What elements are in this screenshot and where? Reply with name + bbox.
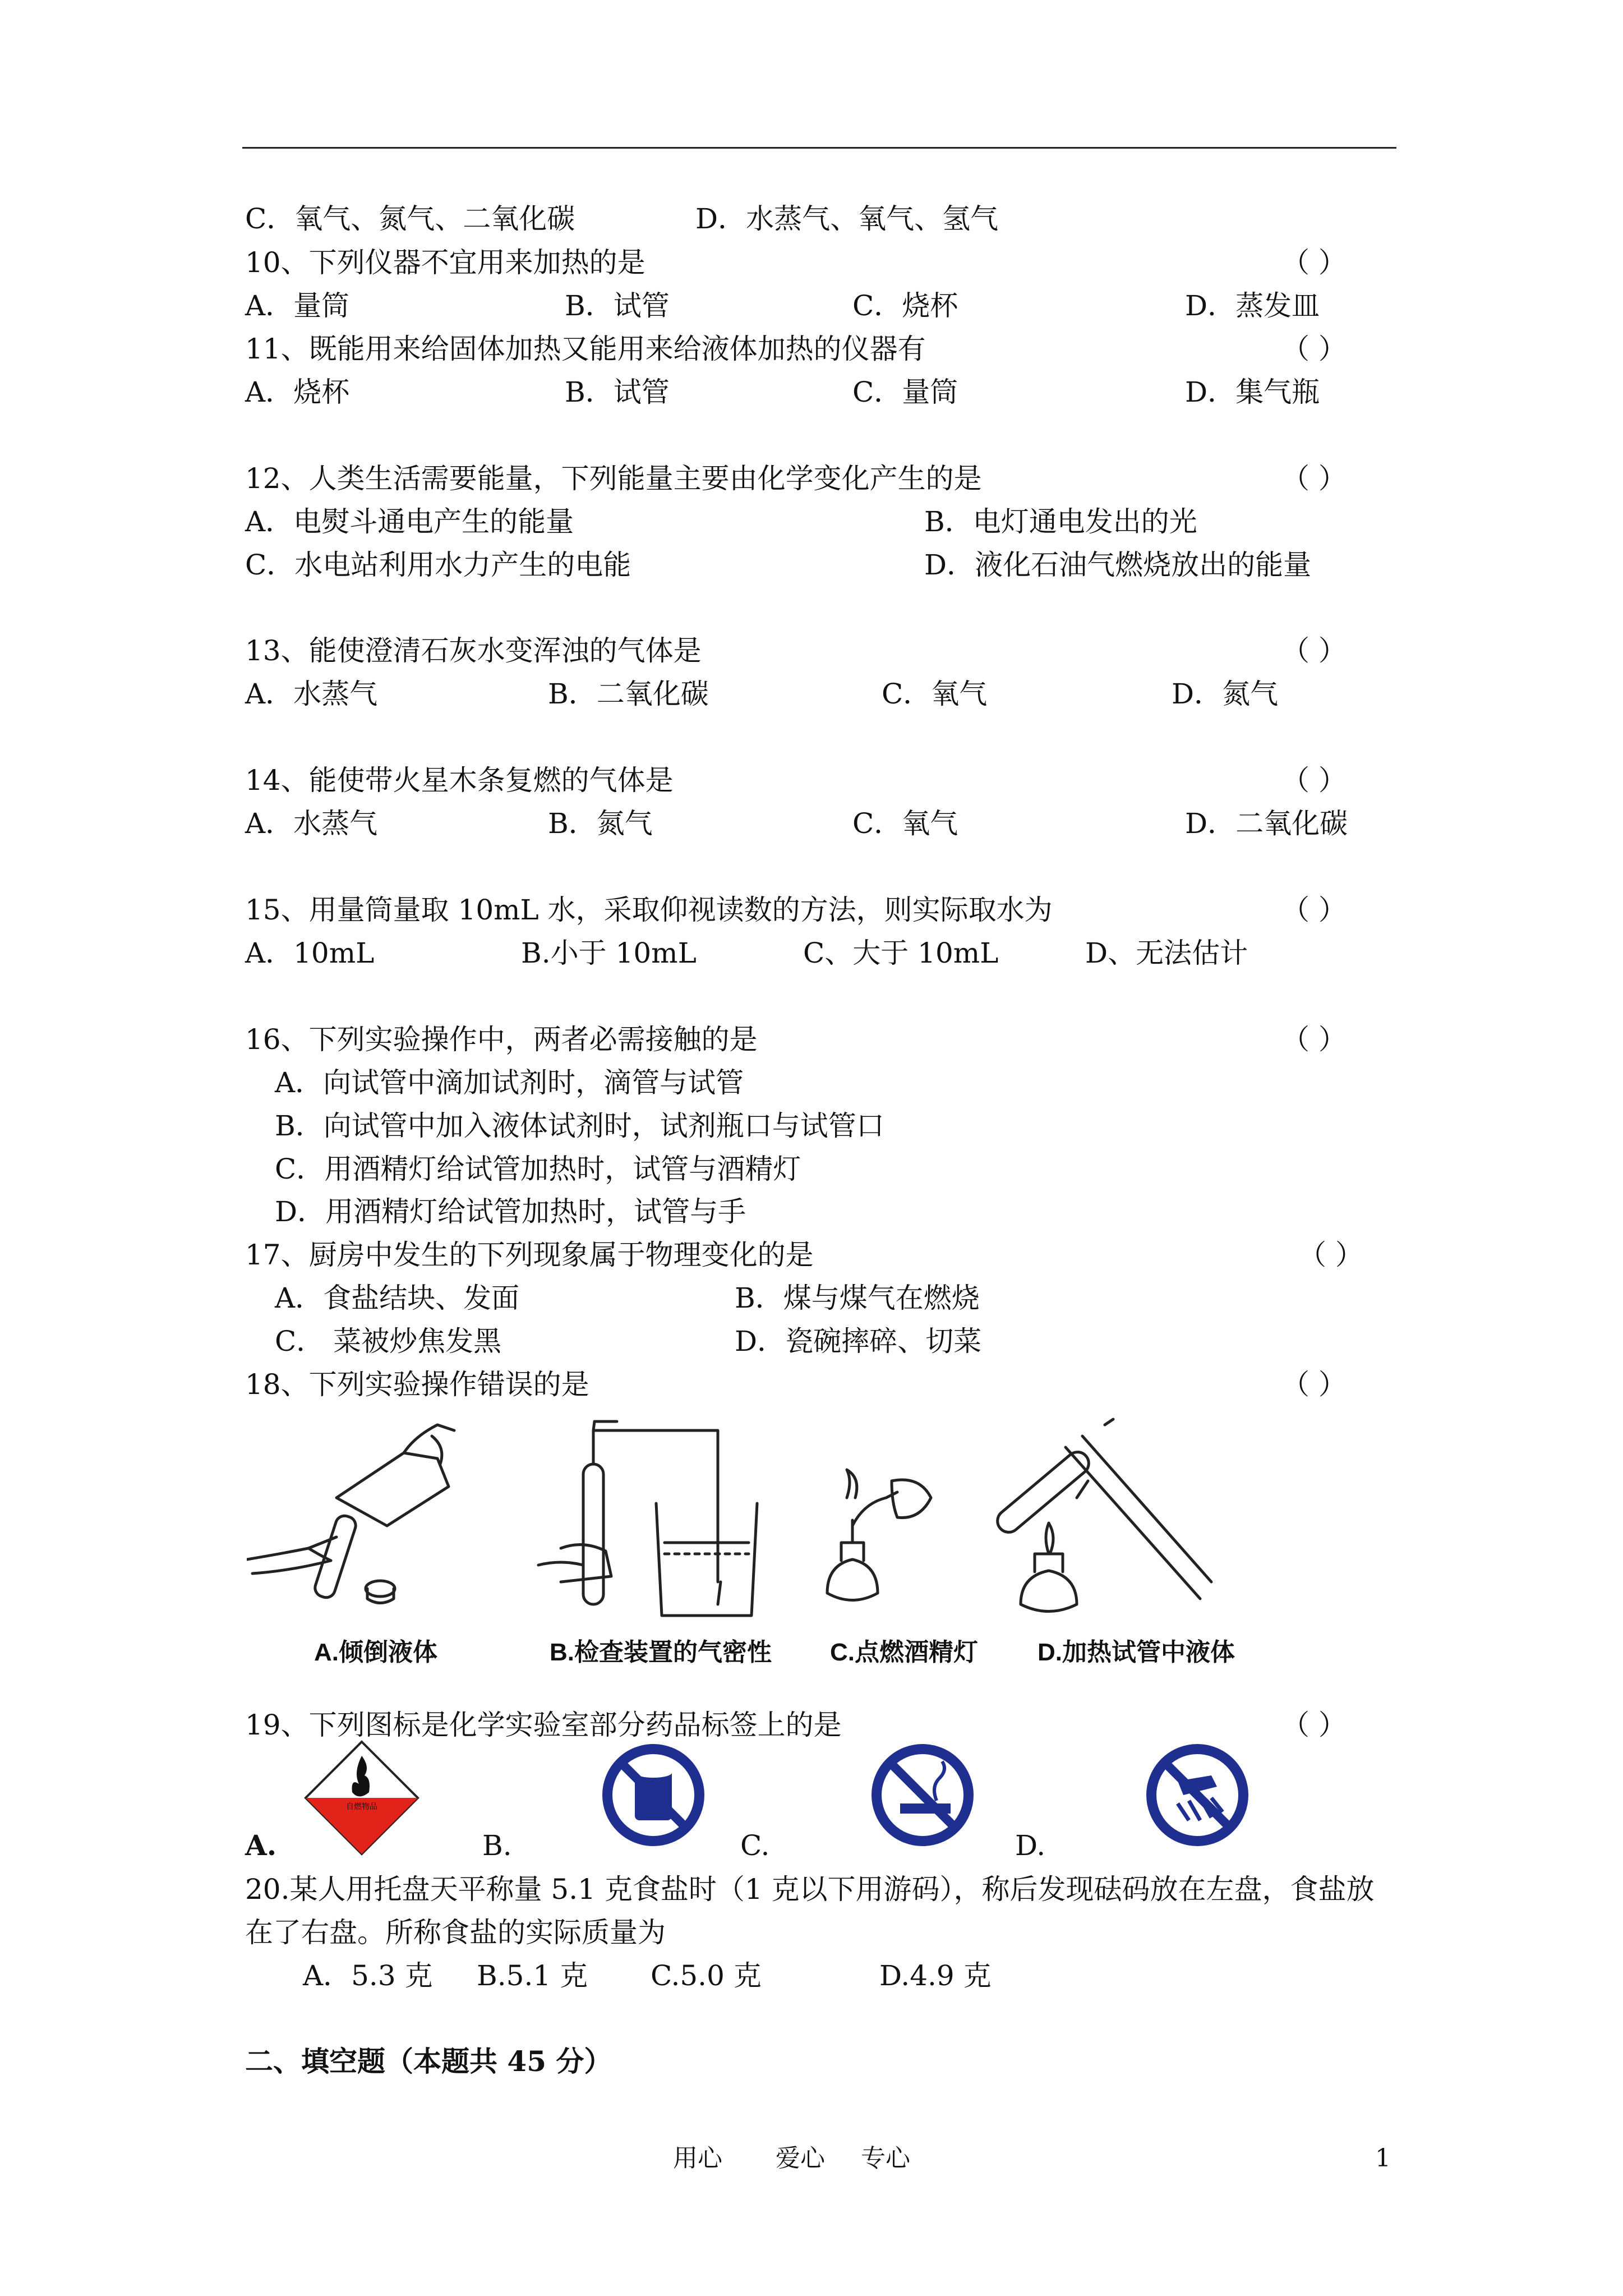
lighting-alcohol-lamp-illustration [827, 1470, 931, 1600]
q19-label-d: D. [1015, 1829, 1046, 1862]
q16-answer-blank: （ ） [1281, 1023, 1347, 1056]
section-2-heading: 二、填空题（本题共 45 分） [245, 2045, 612, 2078]
q11-stem: 11、既能用来给固体加热又能用来给液体加热的仪器有 [245, 333, 926, 365]
q15-option-d: D、无法估计 [1085, 937, 1248, 969]
q14-answer-blank: （ ） [1281, 764, 1347, 797]
q14-stem: 14、能使带火星木条复燃的气体是 [245, 764, 674, 797]
q11-answer-blank: （ ） [1281, 333, 1347, 365]
q18-caption-d: D.加热试管中液体 [1038, 1639, 1235, 1666]
q18-caption-c: C.点燃酒精灯 [830, 1639, 978, 1666]
airtightness-check-illustration [538, 1421, 757, 1616]
sign-a-label: 自燃物品 [346, 1802, 377, 1811]
q12-option-d: D．液化石油气燃烧放出的能量 [924, 549, 1312, 581]
q19-answer-blank: （ ） [1281, 1709, 1347, 1741]
q19-sign-a-spontaneous-combustion-icon [303, 1739, 421, 1857]
q17-answer-blank: （ ） [1298, 1239, 1363, 1271]
footer-motto-2: 爱心 [776, 2144, 825, 2173]
q10-stem: 10、下列仪器不宜用来加热的是 [245, 246, 645, 279]
footer-motto-1: 用心 [673, 2144, 722, 2173]
q17-option-c: C． 菜被炒焦发黑 [275, 1325, 502, 1358]
q12-answer-blank: （ ） [1281, 462, 1347, 495]
q11-option-b: B．试管 [565, 376, 670, 408]
q10-answer-blank: （ ） [1281, 246, 1347, 279]
q11-option-c: C．量筒 [852, 376, 958, 408]
q18-stem: 18、下列实验操作错误的是 [245, 1368, 589, 1401]
footer-motto-3: 专心 [861, 2144, 910, 2173]
q18-lab-illustrations [247, 1414, 1290, 1672]
q9-option-c: C．氧气、氮气、二氧化碳 [245, 203, 575, 235]
q19-stem: 19、下列图标是化学实验室部分药品标签上的是 [245, 1709, 842, 1741]
q17-stem: 17、厨房中发生的下列现象属于物理变化的是 [245, 1239, 814, 1271]
q16-stem: 16、下列实验操作中，两者必需接触的是 [245, 1023, 758, 1056]
q14-option-a: A．水蒸气 [245, 807, 378, 840]
q20-option-c: C.5.0 克 [651, 1959, 762, 1992]
q20-option-d: D.4.9 克 [879, 1959, 992, 1992]
q15-stem: 15、用量筒量取 10mL 水，采取仰视读数的方法，则实际取水为 [245, 894, 1053, 926]
q10-option-d: D．蒸发皿 [1185, 289, 1320, 322]
q19-sign-d-no-water-spray-icon [1144, 1742, 1251, 1848]
q10-option-c: C．烧杯 [852, 289, 958, 322]
q14-option-b: B．氮气 [548, 807, 653, 840]
pouring-liquid-illustration [247, 1425, 454, 1603]
q15-answer-blank: （ ） [1281, 894, 1347, 926]
q17-option-a: A．食盐结块、发面 [275, 1282, 520, 1314]
q16-option-d: D．用酒精灯给试管加热时，试管与手 [275, 1195, 746, 1228]
q12-option-b: B．电灯通电发出的光 [924, 505, 1197, 538]
q13-option-b: B．二氧化碳 [548, 678, 709, 710]
q19-label-c: C. [740, 1829, 770, 1862]
q12-stem: 12、人类生活需要能量，下列能量主要由化学变化产生的是 [245, 462, 982, 495]
q13-option-a: A．水蒸气 [245, 678, 378, 710]
q10-option-b: B．试管 [565, 289, 670, 322]
q20-option-b: B.5.1 克 [477, 1959, 588, 1992]
q13-option-c: C．氧气 [882, 678, 988, 710]
q17-option-b: B．煤与煤气在燃烧 [735, 1282, 980, 1314]
q11-option-d: D．集气瓶 [1185, 376, 1320, 408]
q11-option-a: A．烧杯 [245, 376, 350, 408]
q15-option-c: C、大于 10mL [803, 937, 999, 969]
q19-label-a: A. [245, 1829, 277, 1862]
q12-option-c: C．水电站利用水力产生的电能 [245, 549, 631, 581]
q19-sign-b-no-barrel-icon [600, 1742, 707, 1848]
heating-test-tube-illustration [993, 1419, 1211, 1612]
q15-option-a: A．10mL [245, 937, 375, 969]
q19-sign-c-no-smoking-icon [869, 1742, 976, 1848]
q18-answer-blank: （ ） [1281, 1368, 1347, 1401]
q18-caption-a: A.倾倒液体 [314, 1639, 437, 1666]
q16-option-a: A．向试管中滴加试剂时，滴管与试管 [275, 1066, 744, 1099]
q13-option-d: D．氮气 [1172, 678, 1279, 710]
page-number: 1 [1375, 2144, 1391, 2173]
q20-option-a: A．5.3 克 [303, 1959, 433, 1992]
q13-answer-blank: （ ） [1281, 634, 1347, 667]
q20-stem-line1: 20.某人用托盘天平称量 5.1 克食盐时（1 克以下用游码），称后发现砝码放在左盘，食盐放 [245, 1873, 1375, 1906]
q14-option-c: C．氧气 [852, 807, 958, 840]
q10-option-a: A．量筒 [245, 289, 350, 322]
q12-option-a: A．电熨斗通电产生的能量 [245, 505, 574, 538]
q16-option-c: C．用酒精灯给试管加热时，试管与酒精灯 [275, 1153, 801, 1185]
q16-option-b: B．向试管中加入液体试剂时，试剂瓶口与试管口 [275, 1110, 884, 1142]
q9-option-d: D．水蒸气、氧气、氢气 [695, 203, 999, 235]
q14-option-d: D．二氧化碳 [1185, 807, 1348, 840]
q20-stem-line2: 在了右盘。所称食盐的实际质量为 [245, 1916, 666, 1949]
q18-caption-b: B.检查装置的气密性 [550, 1639, 772, 1666]
header-rule [242, 147, 1396, 149]
q19-label-b: B. [482, 1829, 512, 1862]
q13-stem: 13、能使澄清石灰水变浑浊的气体是 [245, 634, 702, 667]
q15-option-b: B.小于 10mL [521, 937, 697, 969]
q17-option-d: D．瓷碗摔碎、切菜 [735, 1325, 982, 1358]
